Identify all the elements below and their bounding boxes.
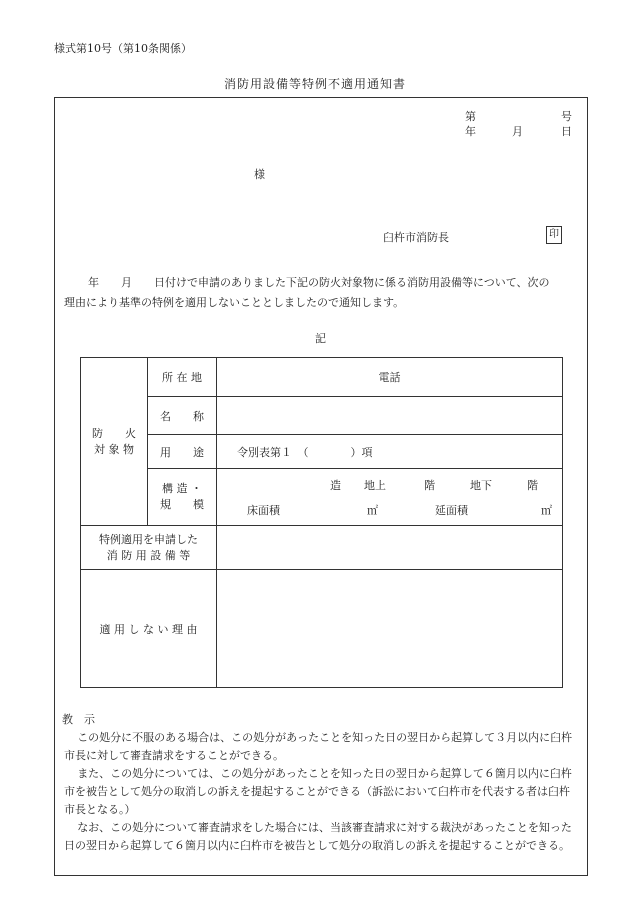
structure-value <box>217 469 563 526</box>
total-area-unit: ㎡ <box>541 504 552 517</box>
fire-target-table <box>80 357 563 688</box>
location-value <box>217 358 563 397</box>
structure-above-label: 地上 <box>364 479 386 492</box>
use-value <box>217 435 563 469</box>
use-suffix: ）項 <box>350 445 373 459</box>
use-prefix: 令別表第１ （ <box>237 445 309 459</box>
document-title: 消防用設備等特例不適用通知書 <box>223 77 406 91</box>
ki-label: 記 <box>315 332 326 345</box>
special-equipment-label <box>81 526 217 570</box>
structure-below-label: 地下 <box>470 479 492 492</box>
number-suffix: 号 <box>561 110 572 123</box>
structure-floor-below: 階 <box>527 479 538 492</box>
notice-paragraph-2: また、この処分については、この処分があったことを知った日の翌日から起算して６箇月以内に臼杵市を被告として処分の取消しの訴えを提起することができる（訴訟において臼杵市を代表する者は臼杵市長となる。） <box>64 767 572 816</box>
structure-zo: 造 <box>330 479 341 492</box>
form-number: 様式第10号（第10条関係） <box>54 42 192 55</box>
intro-text <box>64 273 584 313</box>
use-label: 用 途 <box>148 435 217 469</box>
floor-area-label: 床面積 <box>247 504 280 517</box>
structure-label-line-1: 構 造 ・ <box>162 482 202 495</box>
structure-floor-above: 階 <box>424 479 435 492</box>
group-label-line-1: 防 火 <box>92 426 136 440</box>
reason-value <box>217 570 563 688</box>
notice-heading: 教 示 <box>62 713 95 726</box>
group-label-line-2: 対 象 物 <box>94 442 134 456</box>
notice-paragraph-3: なお、この処分について審査請求をした場合には、当該審査請求に対する裁決があったことを知った日の翌日から起算して６箇月以内に臼杵市を被告として処分の取消しの訴えを提起することができる。 <box>64 821 572 852</box>
floor-area-unit: ㎡ <box>367 504 378 517</box>
special-label-line-2: 消 防 用 設 備 等 <box>106 548 191 562</box>
notice-section <box>64 711 580 855</box>
number-prefix: 第 <box>465 110 476 123</box>
name-value <box>217 397 563 435</box>
date-month: 月 <box>512 125 523 138</box>
structure-label-line-2: 規 模 <box>160 498 204 511</box>
total-area-label: 延面積 <box>435 504 468 517</box>
addressee-suffix: 様 <box>254 168 265 181</box>
name-label: 名 称 <box>148 397 217 435</box>
issuer-name: 臼杵市消防長 <box>383 231 449 244</box>
intro-line-2: 理由により基準の特例を適用しないこととしましたので通知します。 <box>64 296 405 309</box>
notice-paragraph-1: この処分に不服のある場合は、この処分があったことを知った日の翌日から起算して３月以内に臼杵市長に対して審査請求をすることができる。 <box>64 731 573 762</box>
date-day: 日 <box>561 125 572 138</box>
intro-line-1: 年 月 日付けで申請のありました下記の防火対象物に係る消防用設備等について、次の <box>88 276 550 289</box>
location-label: 所 在 地 <box>148 358 217 397</box>
structure-label <box>148 469 217 526</box>
special-label-line-1: 特例適用を申請した <box>99 532 198 546</box>
special-equipment-value <box>217 526 563 570</box>
reason-label: 適 用 し な い 理 由 <box>81 570 217 688</box>
date-year: 年 <box>465 125 476 138</box>
fire-target-group-label <box>81 358 148 526</box>
seal-mark: 印 <box>546 226 562 244</box>
phone-label: 電話 <box>378 371 401 384</box>
